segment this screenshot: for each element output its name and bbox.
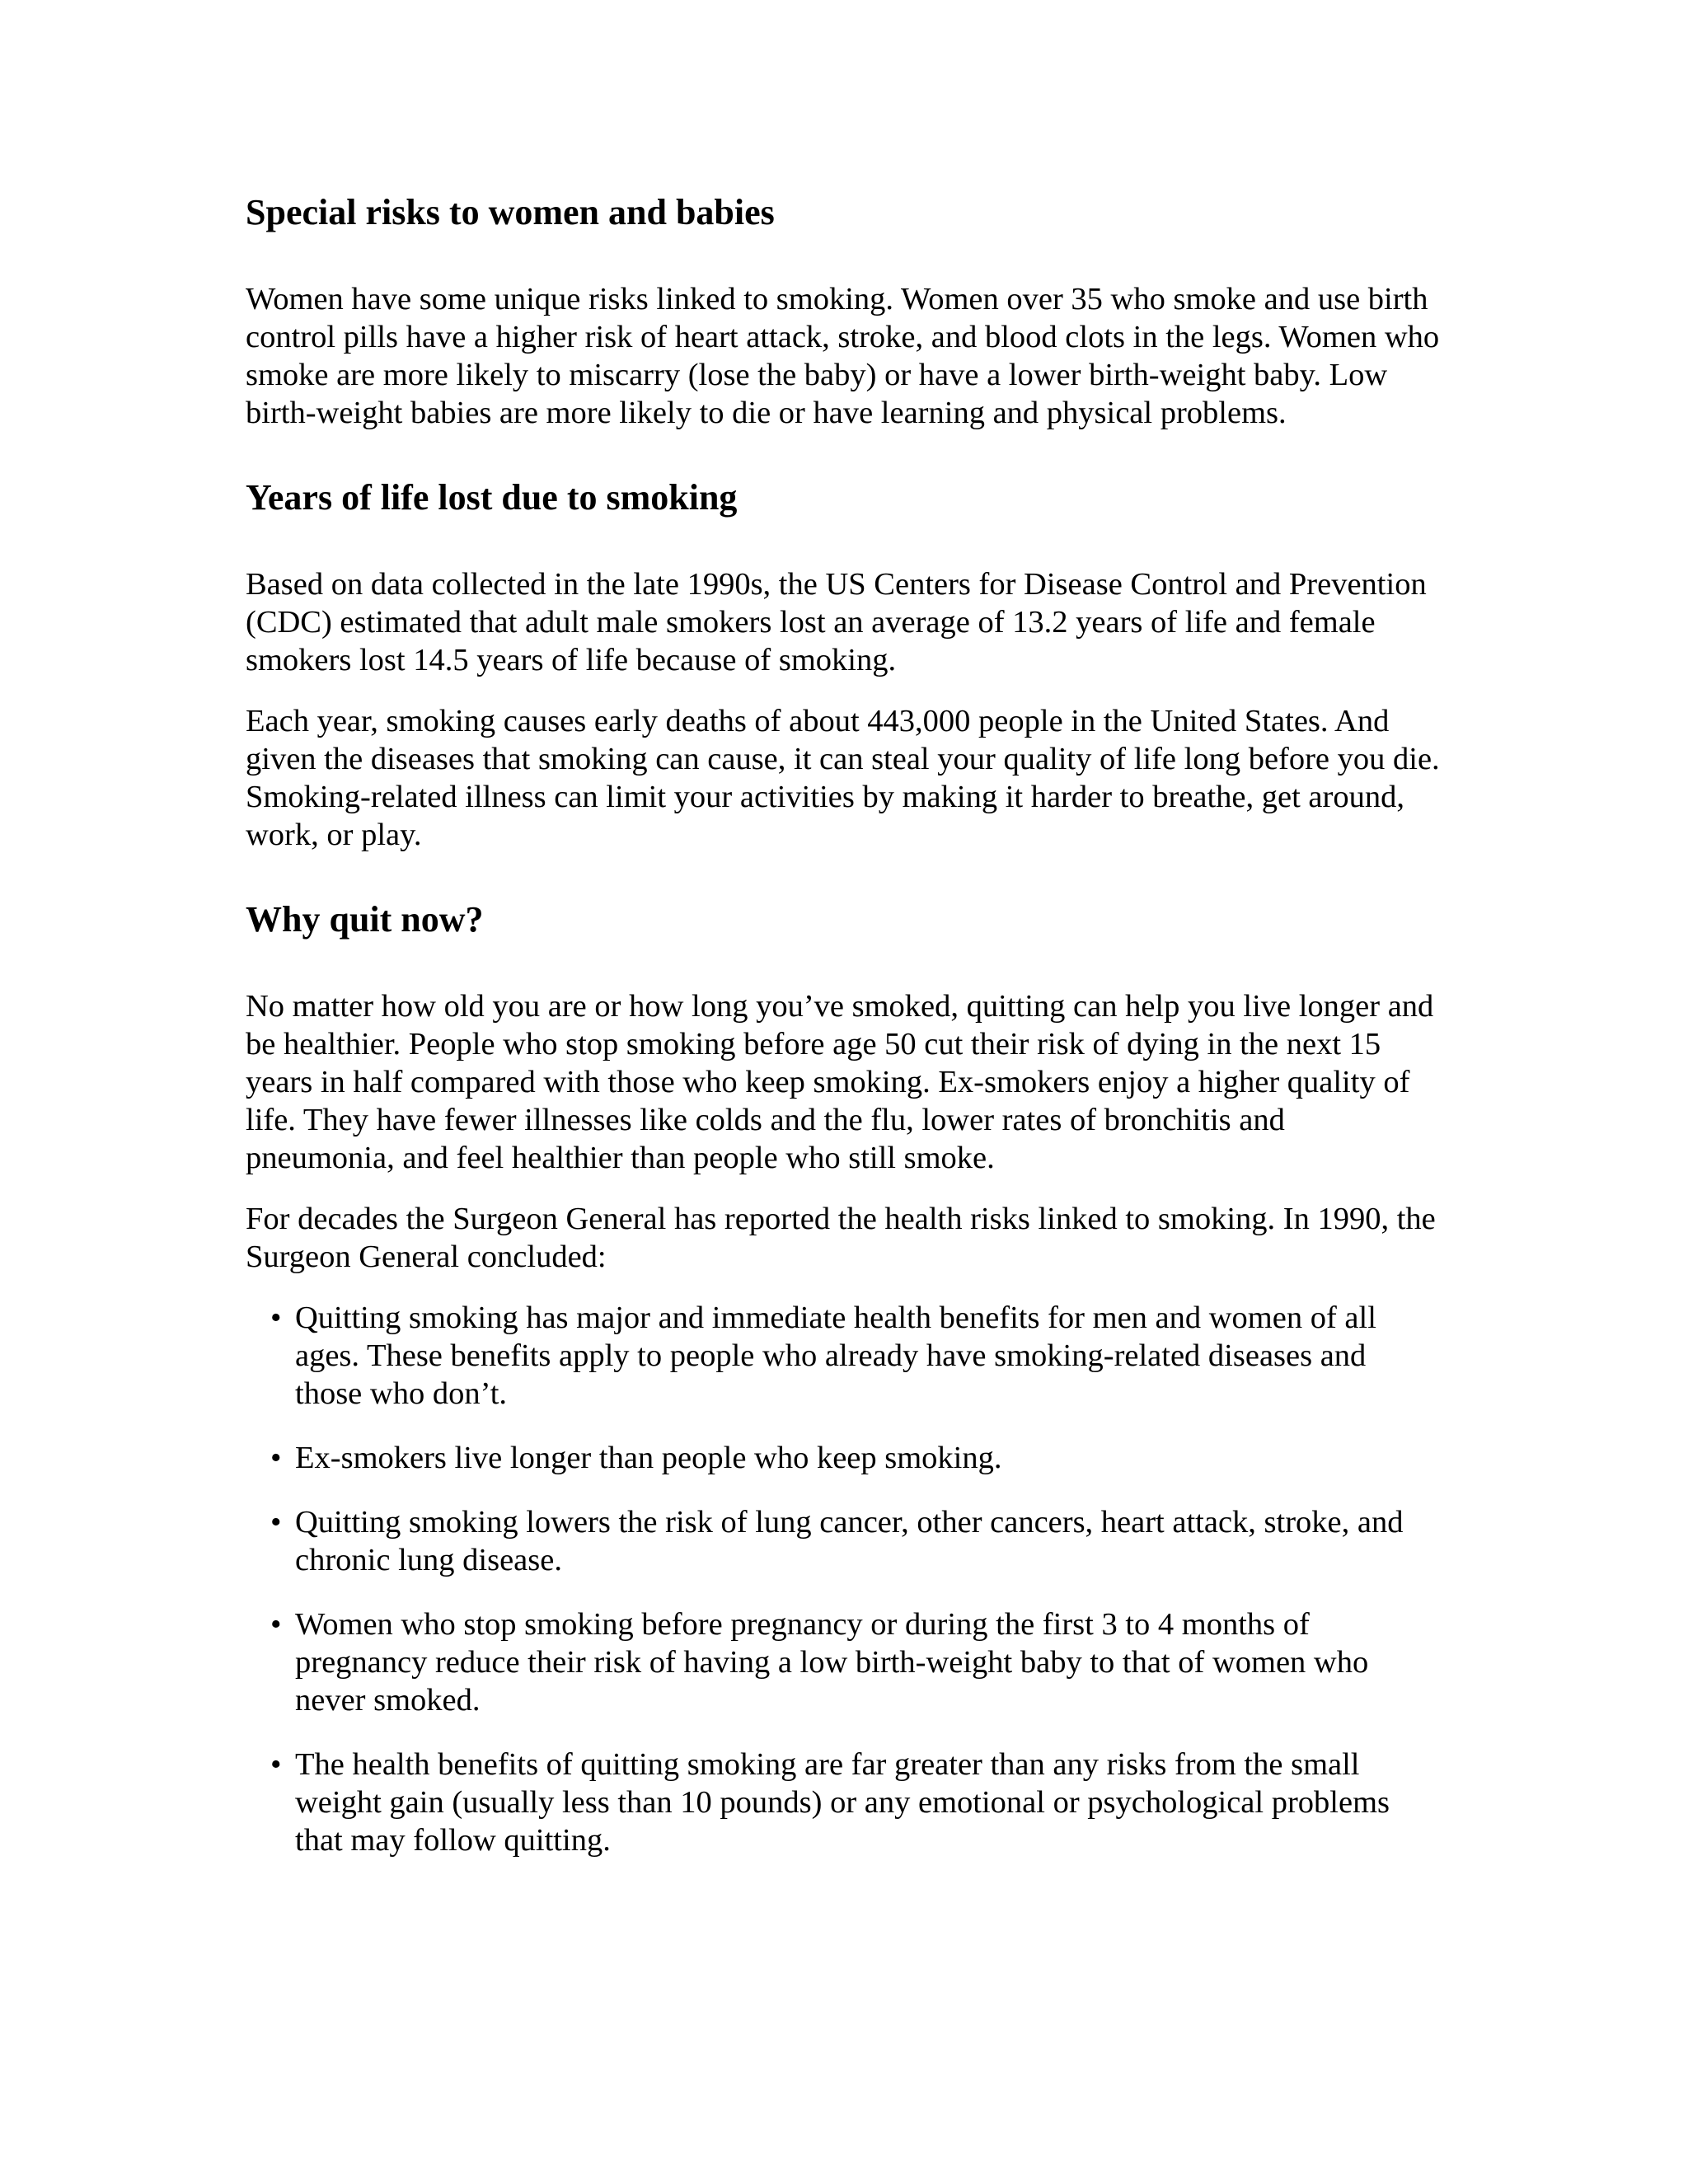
list-item: [246, 1605, 1441, 1719]
list-item-text: Quitting smoking lowers the risk of lung cancer, other cancers, heart attack, stroke, and chronic lung disease.: [295, 1505, 1404, 1577]
list-item: [246, 1299, 1441, 1413]
bullet-icon: •: [270, 1441, 282, 1475]
paragraph-quitting-benefits: No matter how old you are or how long you’ve smoked, quitting can help you live longer and be healthier. People who stop smoking before age 50 cut their risk of dying in the next 15 years in half compared with those who keep smoking. Ex-smokers enjoy a higher quality of life. They have fewer illnesses like colds and the flu, lower rates of bronchitis and pneumonia, and feel healthier than people who still smoke.: [246, 989, 1434, 1175]
section-heading-why-quit: Why quit now?: [246, 899, 484, 940]
bullet-icon: •: [270, 1301, 282, 1335]
paragraph-cdc-estimate: Based on data collected in the late 1990s, the US Centers for Disease Control and Prevention (CDC) estimated that adult male smokers lost an average of 13.2 years of life and female smokers lost 14.5 years of life because of smoking.: [246, 567, 1427, 677]
bullet-icon: •: [270, 1747, 282, 1782]
paragraph-women-risks: Women have some unique risks linked to smoking. Women over 35 who smoke and use birth control pills have a higher risk of heart attack, stroke, and blood clots in the legs. Women who smoke are more likely to miscarry (lose the baby) or have a lower birth-weight baby. Low birth-weight babies are more likely to die or have learning and physical problems.: [246, 282, 1440, 430]
bullet-icon: •: [270, 1607, 282, 1642]
list-item-text: Ex-smokers live longer than people who keep smoking.: [295, 1441, 1002, 1475]
bullet-icon: •: [270, 1505, 282, 1540]
surgeon-general-conclusions-list: [246, 1299, 1441, 1859]
list-item-text: Women who stop smoking before pregnancy or during the first 3 to 4 months of pregnancy reduce their risk of having a low birth-weight baby to that of women who never smoked.: [295, 1607, 1369, 1718]
section-heading-women-babies: Special risks to women and babies: [246, 192, 775, 232]
list-item: [246, 1439, 1441, 1477]
section-heading-years-lost: Years of life lost due to smoking: [246, 477, 738, 518]
list-item: [246, 1746, 1441, 1859]
list-item-text: The health benefits of quitting smoking are far greater than any risks from the small weight gain (usually less than 10 pounds) or any emotional or psychological problems that may follow quitting.: [295, 1747, 1390, 1858]
list-item: [246, 1503, 1441, 1579]
document-page: [246, 190, 1441, 1886]
list-item-text: Quitting smoking has major and immediate health benefits for men and women of all ages. These benefits apply to people who already have smoking-related diseases and those who don’t.: [295, 1301, 1376, 1411]
paragraph-surgeon-general: For decades the Surgeon General has reported the health risks linked to smoking. In 1990, the Surgeon General concluded:: [246, 1202, 1436, 1274]
paragraph-early-deaths: Each year, smoking causes early deaths of about 443,000 people in the United States. And given the diseases that smoking can cause, it can steal your quality of life long before you die. Smoking-related illness can limit your activities by making it harder to breathe, get around, work, or play.: [246, 704, 1440, 852]
